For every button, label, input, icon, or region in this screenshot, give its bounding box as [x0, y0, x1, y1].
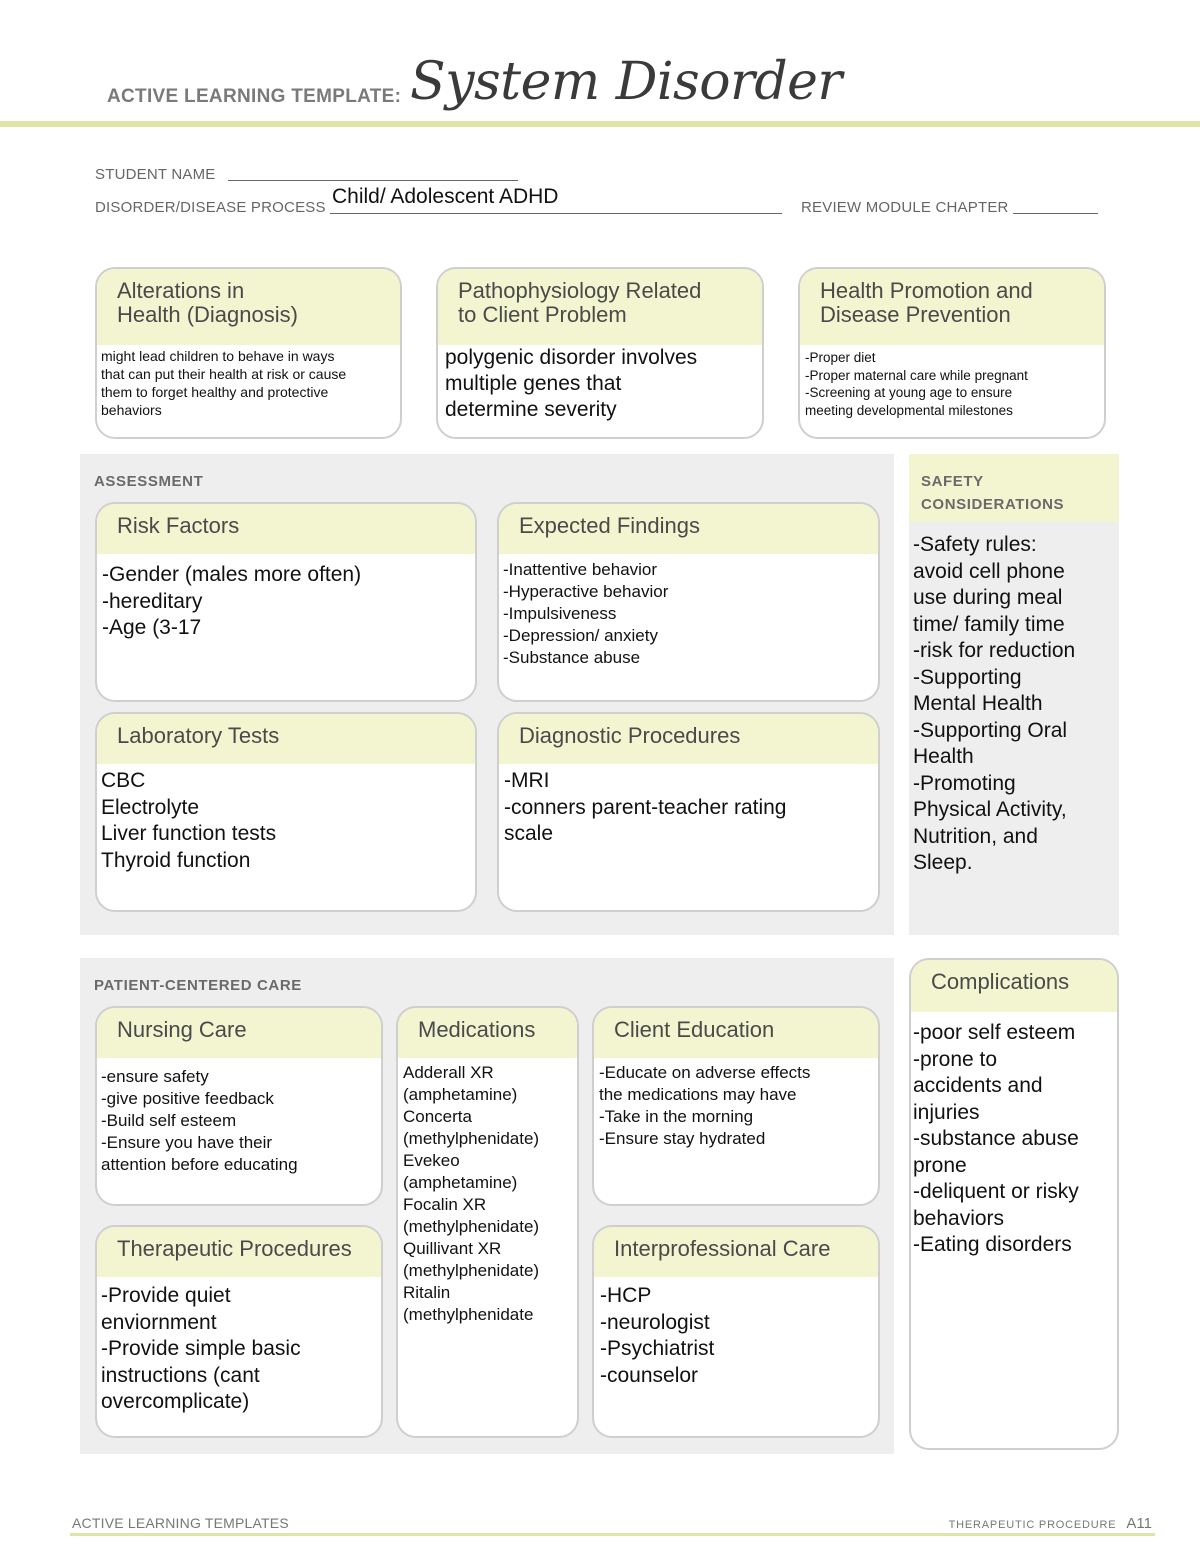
nursing-care-title: Nursing Care: [97, 1008, 381, 1058]
diagnostic-procedures-box: [497, 712, 880, 912]
safety-body: -Safety rules: avoid cell phone use during meal time/ family time -risk for reduction -Supporting Mental Health -Supporting Oral Health -Promoting Physical Activity, Nutrition, and Sleep.: [913, 533, 1076, 874]
medications-box: [396, 1006, 579, 1438]
review-module-field[interactable]: [1013, 196, 1098, 214]
assessment-label: ASSESSMENT: [94, 473, 204, 490]
footer-divider: [70, 1533, 1155, 1536]
pathophysiology-body: polygenic disorder involves multiple genes that determine severity: [445, 346, 698, 421]
laboratory-tests-title: Laboratory Tests: [97, 714, 475, 764]
nursing-care-box: [95, 1006, 383, 1206]
risk-factors-body: -Gender (males more often) -hereditary -Age (3-17: [102, 563, 362, 639]
risk-factors-box: [95, 502, 477, 702]
pathophysiology-title: Pathophysiology Related to Client Problem: [438, 269, 762, 345]
interprofessional-care-title: Interprofessional Care: [594, 1227, 878, 1277]
complications-box: [909, 958, 1119, 1450]
alterations-body: might lead children to behave in ways that can put their health at risk or cause them to forget healthy and protective behaviors: [101, 348, 347, 418]
pathophysiology-box: [436, 267, 764, 439]
interprofessional-care-box: [592, 1225, 880, 1438]
safety-label: SAFETY CONSIDERATIONS: [909, 454, 1119, 522]
student-name-label: STUDENT NAME: [95, 166, 216, 183]
footer-section-label: THERAPEUTIC PROCEDURE: [948, 1519, 1117, 1531]
review-module-label: REVIEW MODULE CHAPTER: [801, 199, 1009, 216]
client-education-title: Client Education: [594, 1008, 878, 1058]
alterations-box: [95, 267, 402, 439]
therapeutic-procedures-box: [95, 1225, 383, 1438]
complications-body: -poor self esteem -prone to accidents and injuries -substance abuse prone -deliquent or risky behaviors -Eating disorders: [913, 1021, 1079, 1256]
laboratory-tests-box: [95, 712, 477, 912]
page-title: System Disorder: [410, 52, 842, 112]
medications-body: Adderall XR (amphetamine) Concerta (methylphenidate) Evekeo (amphetamine) Focalin XR (methylphenidate) Quillivant XR (methylphenidate) Ritalin (methylphenidate: [403, 1063, 540, 1324]
therapeutic-procedures-title: Therapeutic Procedures: [97, 1227, 381, 1277]
expected-findings-box: [497, 502, 880, 702]
expected-findings-title: Expected Findings: [499, 504, 878, 554]
medications-title: Medications: [398, 1008, 577, 1058]
student-name-field[interactable]: [228, 163, 518, 181]
client-education-box: [592, 1006, 880, 1206]
therapeutic-procedures-body: -Provide quiet enviornment -Provide simple basic instructions (cant overcomplicate): [101, 1284, 301, 1413]
expected-findings-body: -Inattentive behavior -Hyperactive behavior -Impulsiveness -Depression/ anxiety -Substance abuse: [503, 560, 669, 667]
laboratory-tests-body: CBC Electrolyte Liver function tests Thyroid function: [101, 769, 277, 872]
disorder-label: DISORDER/DISEASE PROCESS: [95, 199, 326, 216]
risk-factors-title: Risk Factors: [97, 504, 475, 554]
alterations-title: Alterations in Health (Diagnosis): [97, 269, 400, 345]
diagnostic-procedures-body: -MRI -conners parent-teacher rating scale: [504, 769, 787, 845]
footer-right-label: [949, 1515, 1152, 1532]
client-education-body: -Educate on adverse effects the medications may have -Take in the morning -Ensure stay hydrated: [599, 1063, 811, 1148]
complications-title: Complications: [911, 960, 1117, 1012]
footer-left-label: ACTIVE LEARNING TEMPLATES: [72, 1515, 289, 1531]
health-promotion-body: -Proper diet -Proper maternal care while pregnant -Screening at young age to ensure meeting developmental milestones: [805, 350, 1028, 418]
disorder-value: Child/ Adolescent ADHD: [332, 185, 559, 208]
safety-panel: [909, 454, 1119, 935]
page-number: A11: [1126, 1515, 1152, 1532]
interprofessional-care-body: -HCP -neurologist -Psychiatrist -counselor: [600, 1284, 715, 1387]
health-promotion-box: [798, 267, 1106, 439]
nursing-care-body: -ensure safety -give positive feedback -Build self esteem -Ensure you have their attention before educating: [101, 1067, 298, 1174]
patient-care-label: PATIENT-CENTERED CARE: [94, 977, 302, 994]
template-label: ACTIVE LEARNING TEMPLATE:: [107, 86, 402, 107]
header-divider: [0, 121, 1200, 127]
diagnostic-procedures-title: Diagnostic Procedures: [499, 714, 878, 764]
health-promotion-title: Health Promotion and Disease Prevention: [800, 269, 1104, 345]
